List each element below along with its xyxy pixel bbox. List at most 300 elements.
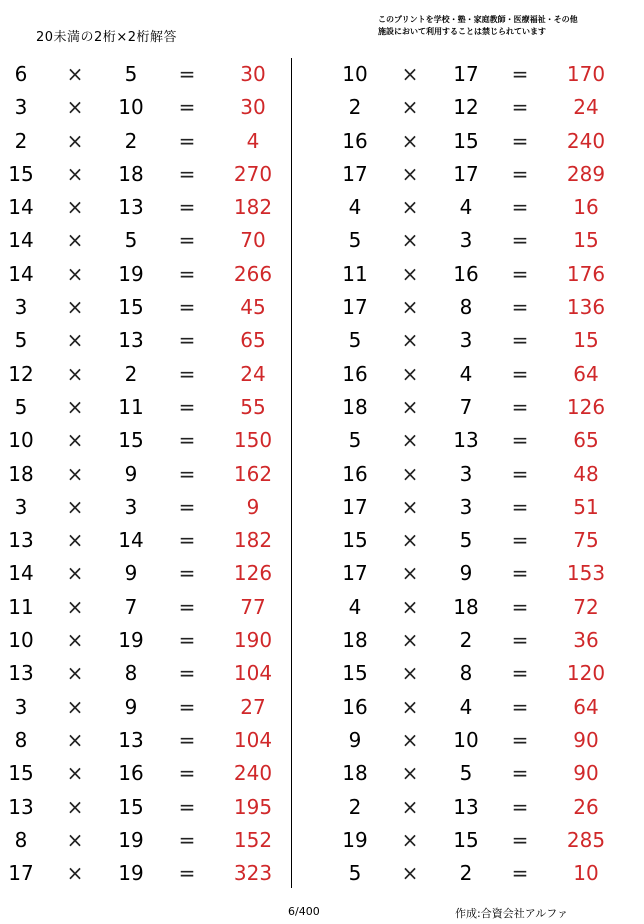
problem-row (0, 124, 300, 157)
operand-b: 11 (118, 394, 144, 419)
equals-sign: = (178, 727, 196, 752)
problem-row (0, 490, 300, 523)
operand-b: 2 (124, 361, 138, 386)
operand-b: 13 (453, 428, 479, 453)
operand-b: 7 (459, 394, 473, 419)
times-sign: × (401, 494, 419, 519)
answer: 126 (566, 394, 606, 419)
operand-b: 4 (459, 195, 473, 220)
operand-a: 8 (14, 727, 28, 752)
operand-b: 15 (453, 827, 479, 852)
operand-a: 10 (8, 628, 34, 653)
operand-a: 13 (8, 528, 34, 553)
equals-sign: = (178, 761, 196, 786)
problem-row (335, 423, 635, 456)
answer: 24 (573, 95, 599, 120)
times-sign: × (66, 628, 84, 653)
equals-sign: = (178, 661, 196, 686)
answer: 90 (573, 761, 599, 786)
operand-a: 3 (14, 95, 28, 120)
right-problem-column (335, 57, 635, 889)
times-sign: × (66, 694, 84, 719)
equals-sign: = (178, 62, 196, 86)
usage-notice-line-2: 施設において利用することは禁じられています (378, 27, 546, 36)
operand-a: 15 (8, 161, 34, 186)
times-sign: × (66, 261, 84, 286)
answer: 24 (240, 361, 266, 386)
operand-b: 10 (453, 727, 479, 752)
equals-sign: = (511, 827, 529, 852)
operand-a: 14 (8, 261, 34, 286)
equals-sign: = (511, 461, 529, 486)
equals-sign: = (511, 528, 529, 553)
operand-a: 3 (14, 494, 28, 519)
operand-b: 4 (459, 694, 473, 719)
times-sign: × (66, 394, 84, 419)
answer: 195 (233, 794, 273, 819)
operand-a: 5 (14, 394, 28, 419)
operand-a: 8 (14, 827, 28, 852)
answer: 65 (240, 328, 266, 353)
problem-row (0, 323, 300, 356)
equals-sign: = (511, 861, 529, 886)
operand-b: 4 (459, 361, 473, 386)
operand-a: 5 (14, 328, 28, 353)
problem-row (335, 723, 635, 756)
equals-sign: = (178, 794, 196, 819)
answer: 9 (246, 494, 260, 519)
operand-b: 2 (124, 128, 138, 153)
problem-row (0, 57, 300, 90)
operand-b: 18 (453, 594, 479, 619)
times-sign: × (66, 62, 84, 86)
operand-a: 3 (14, 295, 28, 320)
times-sign: × (66, 361, 84, 386)
times-sign: × (401, 62, 419, 86)
operand-b: 13 (453, 794, 479, 819)
problem-row (335, 556, 635, 589)
equals-sign: = (178, 861, 196, 886)
answer: 150 (233, 428, 273, 453)
problem-row (0, 823, 300, 856)
answer: 70 (240, 228, 266, 253)
equals-sign: = (178, 494, 196, 519)
operand-b: 17 (453, 62, 479, 86)
problem-row (0, 856, 300, 889)
answer: 27 (240, 694, 266, 719)
times-sign: × (66, 528, 84, 553)
answer: 285 (566, 827, 606, 852)
equals-sign: = (511, 628, 529, 653)
problem-row (335, 257, 635, 290)
equals-sign: = (511, 128, 529, 153)
operand-b: 5 (459, 761, 473, 786)
operand-b: 5 (459, 528, 473, 553)
times-sign: × (401, 694, 419, 719)
operand-a: 12 (8, 361, 34, 386)
answer: 48 (573, 461, 599, 486)
equals-sign: = (511, 594, 529, 619)
problem-row (0, 257, 300, 290)
page-title: 20未満の2桁×2桁解答 (36, 30, 177, 45)
operand-b: 13 (118, 727, 144, 752)
times-sign: × (66, 661, 84, 686)
answer: 104 (233, 727, 273, 752)
times-sign: × (66, 228, 84, 253)
answer: 182 (233, 528, 273, 553)
problem-row (335, 124, 635, 157)
equals-sign: = (511, 261, 529, 286)
times-sign: × (401, 827, 419, 852)
times-sign: × (401, 594, 419, 619)
answer: 182 (233, 195, 273, 220)
answer: 240 (233, 761, 273, 786)
problem-row (335, 190, 635, 223)
operand-b: 19 (118, 261, 144, 286)
equals-sign: = (178, 361, 196, 386)
operand-a: 10 (342, 62, 368, 86)
answer: 15 (573, 328, 599, 353)
operand-a: 16 (342, 694, 368, 719)
operand-b: 17 (453, 161, 479, 186)
operand-a: 16 (342, 461, 368, 486)
answer: 120 (566, 661, 606, 686)
problem-row (0, 390, 300, 423)
operand-a: 5 (348, 328, 362, 353)
operand-b: 3 (459, 228, 473, 253)
operand-a: 11 (342, 261, 368, 286)
operand-a: 2 (348, 95, 362, 120)
operand-b: 13 (118, 328, 144, 353)
answer: 45 (240, 295, 266, 320)
equals-sign: = (178, 228, 196, 253)
equals-sign: = (178, 328, 196, 353)
operand-b: 7 (124, 594, 138, 619)
answer: 30 (240, 62, 266, 86)
times-sign: × (401, 195, 419, 220)
problem-row (0, 590, 300, 623)
operand-a: 2 (348, 794, 362, 819)
equals-sign: = (511, 494, 529, 519)
problem-row (0, 90, 300, 123)
problem-row (335, 457, 635, 490)
times-sign: × (401, 261, 419, 286)
operand-b: 19 (118, 827, 144, 852)
operand-a: 19 (342, 827, 368, 852)
equals-sign: = (178, 195, 196, 220)
page-number: 6/400 (288, 905, 320, 918)
times-sign: × (66, 161, 84, 186)
operand-a: 18 (342, 394, 368, 419)
problem-row (0, 223, 300, 256)
equals-sign: = (511, 95, 529, 120)
operand-a: 10 (8, 428, 34, 453)
equals-sign: = (511, 394, 529, 419)
operand-b: 15 (118, 794, 144, 819)
operand-a: 14 (8, 195, 34, 220)
problem-row (335, 157, 635, 190)
answer: 30 (240, 95, 266, 120)
times-sign: × (401, 361, 419, 386)
operand-b: 15 (118, 295, 144, 320)
answer: 170 (566, 62, 606, 86)
equals-sign: = (178, 561, 196, 586)
operand-a: 16 (342, 128, 368, 153)
equals-sign: = (511, 295, 529, 320)
column-divider (291, 58, 292, 888)
operand-b: 15 (453, 128, 479, 153)
answer: 152 (233, 827, 273, 852)
problem-row (335, 823, 635, 856)
operand-b: 8 (124, 661, 138, 686)
problem-row (335, 623, 635, 656)
equals-sign: = (511, 328, 529, 353)
problem-row (335, 756, 635, 789)
operand-a: 5 (348, 228, 362, 253)
operand-a: 18 (342, 761, 368, 786)
equals-sign: = (178, 161, 196, 186)
operand-a: 18 (8, 461, 34, 486)
problem-row (335, 656, 635, 689)
equals-sign: = (511, 428, 529, 453)
equals-sign: = (511, 661, 529, 686)
operand-a: 5 (348, 861, 362, 886)
times-sign: × (66, 95, 84, 120)
author-credit: 作成:合資会社アルファ (455, 907, 569, 920)
problem-row (335, 523, 635, 556)
operand-b: 3 (459, 494, 473, 519)
operand-a: 17 (342, 295, 368, 320)
answer: 16 (573, 195, 599, 220)
times-sign: × (401, 328, 419, 353)
operand-b: 13 (118, 195, 144, 220)
answer: 289 (566, 161, 606, 186)
problem-row (0, 556, 300, 589)
answer: 4 (246, 128, 260, 153)
times-sign: × (401, 461, 419, 486)
equals-sign: = (178, 827, 196, 852)
times-sign: × (401, 727, 419, 752)
operand-b: 10 (118, 95, 144, 120)
operand-b: 2 (459, 628, 473, 653)
times-sign: × (66, 794, 84, 819)
operand-b: 15 (118, 428, 144, 453)
equals-sign: = (511, 561, 529, 586)
times-sign: × (401, 428, 419, 453)
operand-a: 4 (348, 195, 362, 220)
problem-row (335, 57, 635, 90)
answer: 64 (573, 694, 599, 719)
operand-a: 11 (8, 594, 34, 619)
equals-sign: = (178, 428, 196, 453)
times-sign: × (66, 128, 84, 153)
problem-row (0, 656, 300, 689)
problem-row (0, 523, 300, 556)
operand-a: 17 (342, 161, 368, 186)
problem-row (335, 323, 635, 356)
answer: 36 (573, 628, 599, 653)
times-sign: × (401, 128, 419, 153)
left-problem-column (0, 57, 300, 889)
operand-b: 19 (118, 628, 144, 653)
operand-a: 18 (342, 628, 368, 653)
times-sign: × (401, 628, 419, 653)
operand-b: 19 (118, 861, 144, 886)
operand-a: 14 (8, 561, 34, 586)
operand-a: 2 (14, 128, 28, 153)
problem-row (0, 290, 300, 323)
answer: 136 (566, 295, 606, 320)
equals-sign: = (511, 694, 529, 719)
operand-b: 9 (124, 694, 138, 719)
times-sign: × (401, 161, 419, 186)
answer: 266 (233, 261, 273, 286)
operand-b: 5 (124, 228, 138, 253)
operand-a: 6 (14, 62, 28, 86)
problem-row (0, 623, 300, 656)
operand-b: 9 (459, 561, 473, 586)
times-sign: × (66, 761, 84, 786)
operand-a: 13 (8, 661, 34, 686)
operand-b: 9 (124, 461, 138, 486)
problem-row (335, 790, 635, 823)
times-sign: × (401, 95, 419, 120)
equals-sign: = (178, 394, 196, 419)
times-sign: × (66, 827, 84, 852)
times-sign: × (66, 295, 84, 320)
equals-sign: = (178, 628, 196, 653)
times-sign: × (401, 761, 419, 786)
equals-sign: = (511, 228, 529, 253)
times-sign: × (66, 461, 84, 486)
times-sign: × (66, 494, 84, 519)
operand-a: 13 (8, 794, 34, 819)
operand-a: 4 (348, 594, 362, 619)
answer: 270 (233, 161, 273, 186)
problem-row (335, 357, 635, 390)
times-sign: × (66, 328, 84, 353)
operand-b: 9 (124, 561, 138, 586)
problem-row (0, 357, 300, 390)
answer: 65 (573, 428, 599, 453)
times-sign: × (401, 561, 419, 586)
answer: 104 (233, 661, 273, 686)
problem-row (0, 723, 300, 756)
times-sign: × (401, 295, 419, 320)
equals-sign: = (178, 95, 196, 120)
problem-row (0, 190, 300, 223)
answer: 75 (573, 528, 599, 553)
times-sign: × (66, 195, 84, 220)
equals-sign: = (178, 694, 196, 719)
answer: 64 (573, 361, 599, 386)
times-sign: × (66, 594, 84, 619)
answer: 190 (233, 628, 273, 653)
problem-row (0, 690, 300, 723)
equals-sign: = (178, 261, 196, 286)
operand-b: 3 (124, 494, 138, 519)
times-sign: × (401, 794, 419, 819)
problem-row (335, 490, 635, 523)
answer: 323 (233, 861, 273, 886)
answer: 126 (233, 561, 273, 586)
answer: 10 (573, 861, 599, 886)
answer: 153 (566, 561, 606, 586)
equals-sign: = (178, 461, 196, 486)
equals-sign: = (511, 727, 529, 752)
operand-a: 15 (8, 761, 34, 786)
equals-sign: = (178, 528, 196, 553)
equals-sign: = (511, 161, 529, 186)
times-sign: × (66, 428, 84, 453)
times-sign: × (401, 661, 419, 686)
answer: 90 (573, 727, 599, 752)
answer: 77 (240, 594, 266, 619)
operand-a: 3 (14, 694, 28, 719)
answer: 240 (566, 128, 606, 153)
usage-notice (378, 14, 628, 38)
problem-row (335, 856, 635, 889)
operand-b: 8 (459, 661, 473, 686)
operand-b: 3 (459, 328, 473, 353)
problem-row (335, 223, 635, 256)
equals-sign: = (511, 62, 529, 86)
answer: 162 (233, 461, 273, 486)
equals-sign: = (178, 128, 196, 153)
operand-b: 16 (118, 761, 144, 786)
times-sign: × (401, 528, 419, 553)
operand-b: 18 (118, 161, 144, 186)
operand-a: 16 (342, 361, 368, 386)
operand-a: 5 (348, 428, 362, 453)
problem-row (335, 590, 635, 623)
times-sign: × (66, 561, 84, 586)
operand-b: 12 (453, 95, 479, 120)
answer: 51 (573, 494, 599, 519)
operand-b: 16 (453, 261, 479, 286)
answer: 176 (566, 261, 606, 286)
answer: 72 (573, 594, 599, 619)
problem-row (335, 390, 635, 423)
operand-b: 2 (459, 861, 473, 886)
equals-sign: = (511, 761, 529, 786)
equals-sign: = (178, 594, 196, 619)
answer: 15 (573, 228, 599, 253)
operand-a: 17 (8, 861, 34, 886)
problem-row (0, 457, 300, 490)
operand-b: 3 (459, 461, 473, 486)
equals-sign: = (511, 794, 529, 819)
problem-row (335, 90, 635, 123)
operand-a: 14 (8, 228, 34, 253)
operand-a: 9 (348, 727, 362, 752)
problem-row (335, 690, 635, 723)
operand-b: 5 (124, 62, 138, 86)
problem-row (0, 756, 300, 789)
equals-sign: = (511, 195, 529, 220)
times-sign: × (401, 861, 419, 886)
operand-b: 14 (118, 528, 144, 553)
equals-sign: = (178, 295, 196, 320)
problem-row (0, 790, 300, 823)
problem-row (0, 157, 300, 190)
answer: 26 (573, 794, 599, 819)
times-sign: × (66, 727, 84, 752)
usage-notice-line-1: このプリントを学校・塾・家庭教師・医療福祉・その他 (378, 15, 578, 24)
operand-a: 17 (342, 561, 368, 586)
operand-a: 15 (342, 528, 368, 553)
times-sign: × (66, 861, 84, 886)
